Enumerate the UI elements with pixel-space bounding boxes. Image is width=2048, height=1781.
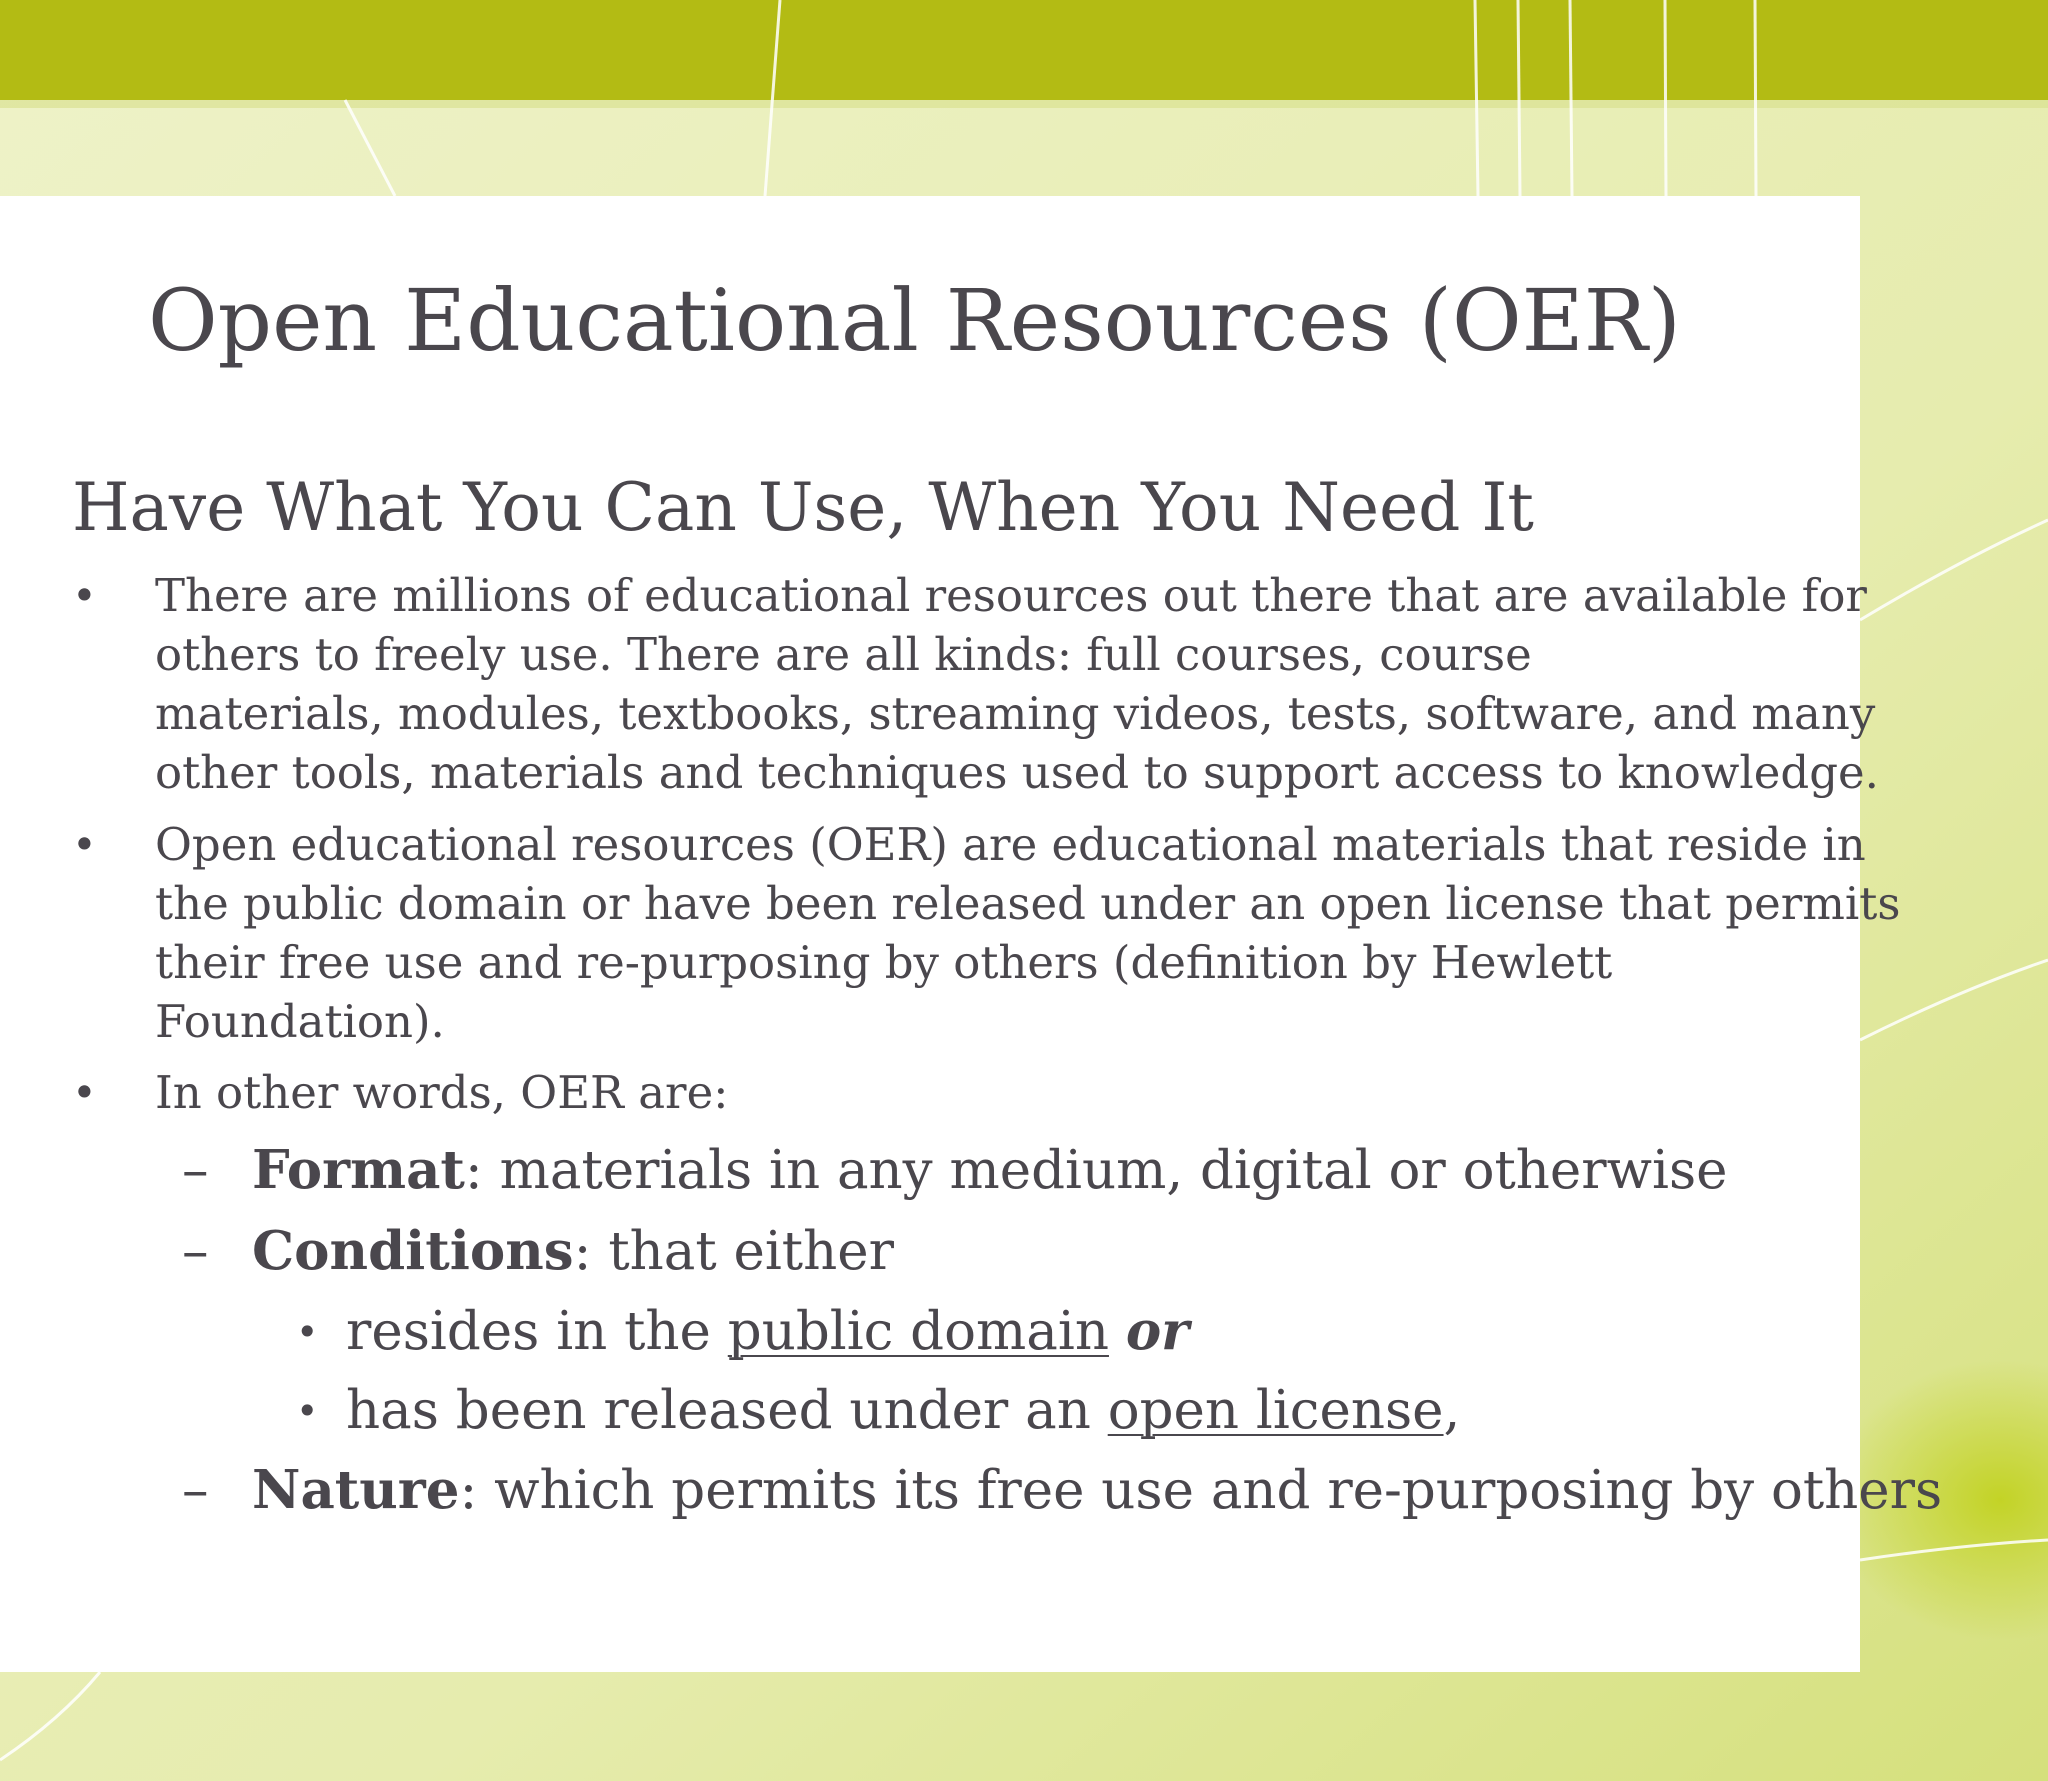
- bullet-text: [155, 566, 1915, 802]
- bullet-line: Open educational resources (OER) are educational materials that reside in: [155, 818, 1866, 871]
- bullet-text: [155, 815, 1915, 1051]
- bullet-marker: •: [296, 1389, 319, 1433]
- condition-prefix: has been released under an: [346, 1380, 1108, 1441]
- bullet-marker: •: [296, 1310, 319, 1354]
- bullet-marker: •: [72, 571, 97, 620]
- conditions-text: : that either: [573, 1221, 894, 1282]
- dash-marker: –: [182, 1221, 209, 1282]
- nature-text: : which permits its free use and re-purposing by others: [459, 1460, 1943, 1521]
- bullet-marker: •: [72, 1068, 97, 1117]
- public-domain-link[interactable]: public domain: [727, 1301, 1109, 1362]
- bullet-line: others to freely use. There are all kinds: full courses, course: [155, 628, 1532, 681]
- conditions-item: [182, 1219, 894, 1284]
- bullet-line: Foundation).: [155, 995, 445, 1048]
- nature-term: Nature: [252, 1459, 460, 1521]
- slide-title: Open Educational Resources (OER): [148, 272, 1681, 371]
- conditions-term: Conditions: [252, 1220, 574, 1282]
- bullet-text: [155, 1063, 1915, 1122]
- bullet-line: their free use and re-purposing by others (definition by Hewlett: [155, 936, 1613, 989]
- dash-marker: –: [182, 1140, 209, 1201]
- or-conjunction: or: [1125, 1300, 1190, 1362]
- nature-item: [182, 1458, 1942, 1523]
- condition-prefix: resides in the: [346, 1301, 728, 1362]
- bullet-line: the public domain or have been released under an open license that permits: [155, 877, 1901, 930]
- condition-public-domain: [296, 1299, 1189, 1364]
- bullet-line: other tools, materials and techniques used to support access to knowledge.: [155, 746, 1879, 799]
- condition-suffix: ,: [1443, 1380, 1461, 1441]
- format-term: Format: [252, 1139, 465, 1201]
- dash-marker: –: [182, 1460, 209, 1521]
- bullet-line: In other words, OER are:: [155, 1066, 729, 1119]
- bullet-marker: •: [72, 820, 97, 869]
- bullet-line: materials, modules, textbooks, streaming videos, tests, software, and many: [155, 687, 1876, 740]
- format-item: [182, 1138, 1728, 1203]
- format-text: : materials in any medium, digital or otherwise: [464, 1140, 1728, 1201]
- condition-open-license: [296, 1379, 1460, 1443]
- bullet-line: There are millions of educational resources out there that are available for: [155, 569, 1867, 622]
- open-license-link[interactable]: open license: [1107, 1380, 1444, 1441]
- slide-subtitle: Have What You Can Use, When You Need It: [72, 469, 1534, 546]
